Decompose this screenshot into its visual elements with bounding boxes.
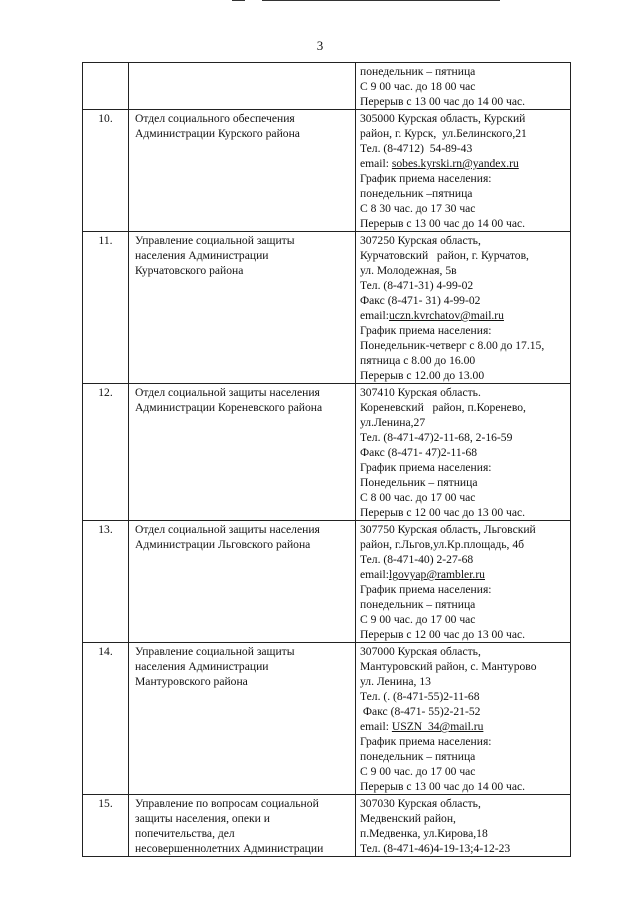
- contact-line: [360, 719, 566, 734]
- organization-line: Администрации Льговского района: [135, 538, 311, 551]
- contact-text: Курчатовский район, г. Курчатов,: [360, 249, 529, 262]
- contact-text: email:: [360, 568, 389, 581]
- contact-line: [360, 216, 566, 231]
- contact-line: [360, 627, 566, 642]
- contact-text: График приема населения:: [360, 583, 492, 596]
- organization-line: попечительства, дел: [135, 827, 235, 840]
- organization-name: [129, 643, 356, 795]
- contact-text: п.Медвенка, ул.Кирова,18: [360, 827, 488, 840]
- contact-text: email:: [360, 157, 392, 170]
- contact-line: [360, 186, 566, 201]
- row-number: 14.: [83, 643, 129, 795]
- row-number: 13.: [83, 521, 129, 643]
- contact-text: Факс (8-471- 55)2-21-52: [360, 705, 481, 718]
- organization-line: Администрации Кореневского района: [135, 401, 323, 414]
- table-row: [83, 643, 571, 795]
- table-row: [83, 384, 571, 521]
- contact-details: [356, 643, 571, 795]
- contact-line: [360, 567, 566, 582]
- contact-line: [360, 400, 566, 415]
- organization-name: [129, 521, 356, 643]
- contact-line: [360, 460, 566, 475]
- table-row: [83, 232, 571, 384]
- contact-line: [360, 779, 566, 794]
- contact-line: [360, 749, 566, 764]
- row-number: 12.: [83, 384, 129, 521]
- contact-text: ул. Молодежная, 5в: [360, 264, 457, 277]
- email-link[interactable]: lgovyap@rambler.ru: [388, 568, 485, 581]
- contact-text: 305000 Курская область, Курский: [360, 112, 526, 125]
- contact-text: понедельник –пятница: [360, 187, 473, 200]
- contact-text: Перерыв с 12 00 час до 13 00 час.: [360, 506, 526, 519]
- organization-line: Отдел социальной защиты населения: [135, 386, 320, 399]
- contact-text: С 9 00 час. до 17 00 час: [360, 765, 476, 778]
- contact-line: [360, 704, 566, 719]
- contact-line: [360, 811, 566, 826]
- row-number: 11.: [83, 232, 129, 384]
- contact-line: [360, 79, 566, 94]
- contact-line: [360, 522, 566, 537]
- organization-name: [129, 232, 356, 384]
- contact-line: [360, 385, 566, 400]
- contact-line: [360, 201, 566, 216]
- contact-text: Кореневский район, п.Коренево,: [360, 401, 526, 414]
- row-number: 15.: [83, 795, 129, 857]
- contact-line: [360, 430, 566, 445]
- contact-details: [356, 795, 571, 857]
- contact-line: [360, 338, 566, 353]
- contact-text: Понедельник-четверг с 8.00 до 17.15,: [360, 339, 545, 352]
- contact-text: График приема населения:: [360, 324, 492, 337]
- contact-text: 307030 Курская область,: [360, 797, 481, 810]
- contact-line: [360, 597, 566, 612]
- organization-line: Курчатовского района: [135, 264, 244, 277]
- contact-line: [360, 475, 566, 490]
- organization-line: Отдел социальной защиты населения: [135, 523, 320, 536]
- contact-text: Медвенский район,: [360, 812, 456, 825]
- contact-line: [360, 278, 566, 293]
- contact-text: Мантуровский район, с. Мантурово: [360, 660, 537, 673]
- organization-line: Мантуровского района: [135, 675, 248, 688]
- contact-text: email:: [360, 720, 392, 733]
- contact-line: [360, 353, 566, 368]
- row-number: [83, 63, 129, 110]
- contact-text: С 9 00 час. до 18 00 час: [360, 80, 476, 93]
- contact-text: Тел. (8-4712) 54-89-43: [360, 142, 473, 155]
- contact-text: 307000 Курская область,: [360, 645, 481, 658]
- contact-text: С 8 00 час. до 17 00 час: [360, 491, 476, 504]
- contact-line: [360, 552, 566, 567]
- contact-text: Тел. (8-471-47)2-11-68, 2-16-59: [360, 431, 513, 444]
- contact-text: С 9 00 час. до 17 00 час: [360, 613, 476, 626]
- organization-name: [129, 110, 356, 232]
- contact-line: [360, 612, 566, 627]
- contact-line: [360, 94, 566, 109]
- contact-text: Перерыв с 12 00 час до 13 00 час.: [360, 628, 526, 641]
- contact-line: [360, 263, 566, 278]
- table-row: [83, 63, 571, 110]
- contact-text: С 8 30 час. до 17 30 час: [360, 202, 476, 215]
- contact-line: [360, 644, 566, 659]
- top-rule-left: [232, 0, 245, 1]
- email-link[interactable]: sobes.kyrski.rn@yandex.ru: [391, 157, 519, 170]
- organization-name: [129, 384, 356, 521]
- contact-text: Тел. (. (8-471-55)2-11-68: [360, 690, 480, 703]
- email-link[interactable]: uczn.kvrchatov@mail.ru: [388, 309, 504, 322]
- contact-text: понедельник – пятница: [360, 65, 476, 78]
- contact-line: [360, 64, 566, 79]
- contact-line: [360, 415, 566, 430]
- contact-text: Факс (8-471- 47)2-11-68: [360, 446, 478, 459]
- contact-line: [360, 111, 566, 126]
- contact-line: [360, 537, 566, 552]
- organization-line: Отдел социального обеспечения: [135, 112, 295, 125]
- contact-text: пятница с 8.00 до 16.00: [360, 354, 476, 367]
- contact-text: район, г. Курск, ул.Белинского,21: [360, 127, 527, 140]
- contact-line: [360, 582, 566, 597]
- contact-line: [360, 293, 566, 308]
- contact-details: [356, 232, 571, 384]
- organization-line: несовершеннолетних Администрации: [135, 842, 324, 855]
- contact-text: ул. Ленина, 13: [360, 675, 431, 688]
- contact-line: [360, 796, 566, 811]
- contact-line: [360, 689, 566, 704]
- contact-line: [360, 841, 566, 856]
- contact-details: [356, 63, 571, 110]
- contact-line: [360, 764, 566, 779]
- contact-line: [360, 368, 566, 383]
- organization-line: Управление по вопросам социальной: [135, 797, 319, 810]
- contact-line: [360, 323, 566, 338]
- contact-line: [360, 505, 566, 520]
- contact-text: 307750 Курская область, Льговский: [360, 523, 536, 536]
- contact-line: [360, 674, 566, 689]
- contact-text: 307410 Курская область.: [360, 386, 481, 399]
- contact-details: [356, 521, 571, 643]
- organization-line: населения Администрации: [135, 249, 269, 262]
- organization-line: Управление социальной защиты: [135, 234, 295, 247]
- table-row: [83, 110, 571, 232]
- contact-text: район, г.Льгов,ул.Кр.площадь, 4б: [360, 538, 525, 551]
- organization-line: Управление социальной защиты: [135, 645, 295, 658]
- contact-text: Факс (8-471- 31) 4-99-02: [360, 294, 481, 307]
- contact-text: ул.Ленина,27: [360, 416, 426, 429]
- contact-line: [360, 233, 566, 248]
- contact-line: [360, 490, 566, 505]
- contact-text: Тел. (8-471-31) 4-99-02: [360, 279, 474, 292]
- table-row: [83, 521, 571, 643]
- contact-line: [360, 141, 566, 156]
- row-number: 10.: [83, 110, 129, 232]
- organization-line: населения Администрации: [135, 660, 269, 673]
- contact-line: [360, 126, 566, 141]
- contact-text: email:: [360, 309, 389, 322]
- contact-details: [356, 110, 571, 232]
- organization-name: [129, 63, 356, 110]
- contact-details: [356, 384, 571, 521]
- contact-text: Тел. (8-471-40) 2-27-68: [360, 553, 474, 566]
- organization-line: защиты населения, опеки и: [135, 812, 270, 825]
- organization-line: Администрации Курского района: [135, 127, 300, 140]
- contact-text: Понедельник – пятница: [360, 476, 478, 489]
- contact-text: Перерыв с 13 00 час до 14 00 час.: [360, 217, 526, 230]
- contact-line: [360, 308, 566, 323]
- contact-line: [360, 171, 566, 186]
- contact-text: График приема населения:: [360, 461, 492, 474]
- contact-text: Перерыв с 13 00 час до 14 00 час.: [360, 95, 526, 108]
- contacts-table: [82, 62, 571, 857]
- contact-line: [360, 248, 566, 263]
- contact-line: [360, 734, 566, 749]
- contact-text: 307250 Курская область,: [360, 234, 481, 247]
- table-row: [83, 795, 571, 857]
- contact-line: [360, 659, 566, 674]
- contact-text: Перерыв с 12.00 до 13.00: [360, 369, 485, 382]
- top-rule-right: [262, 0, 500, 1]
- contact-text: Перерыв с 13 00 час до 14 00 час.: [360, 780, 526, 793]
- contact-text: График приема населения:: [360, 735, 492, 748]
- contact-text: Тел. (8-471-46)4-19-13;4-12-23: [360, 842, 511, 855]
- contact-text: График приема населения:: [360, 172, 492, 185]
- contact-text: понедельник – пятница: [360, 598, 476, 611]
- contact-line: [360, 445, 566, 460]
- page-number: 3: [316, 38, 324, 53]
- contact-text: понедельник – пятница: [360, 750, 476, 763]
- email-link[interactable]: USZN_34@mail.ru: [391, 720, 484, 733]
- contact-line: [360, 826, 566, 841]
- organization-name: [129, 795, 356, 857]
- contact-line: [360, 156, 566, 171]
